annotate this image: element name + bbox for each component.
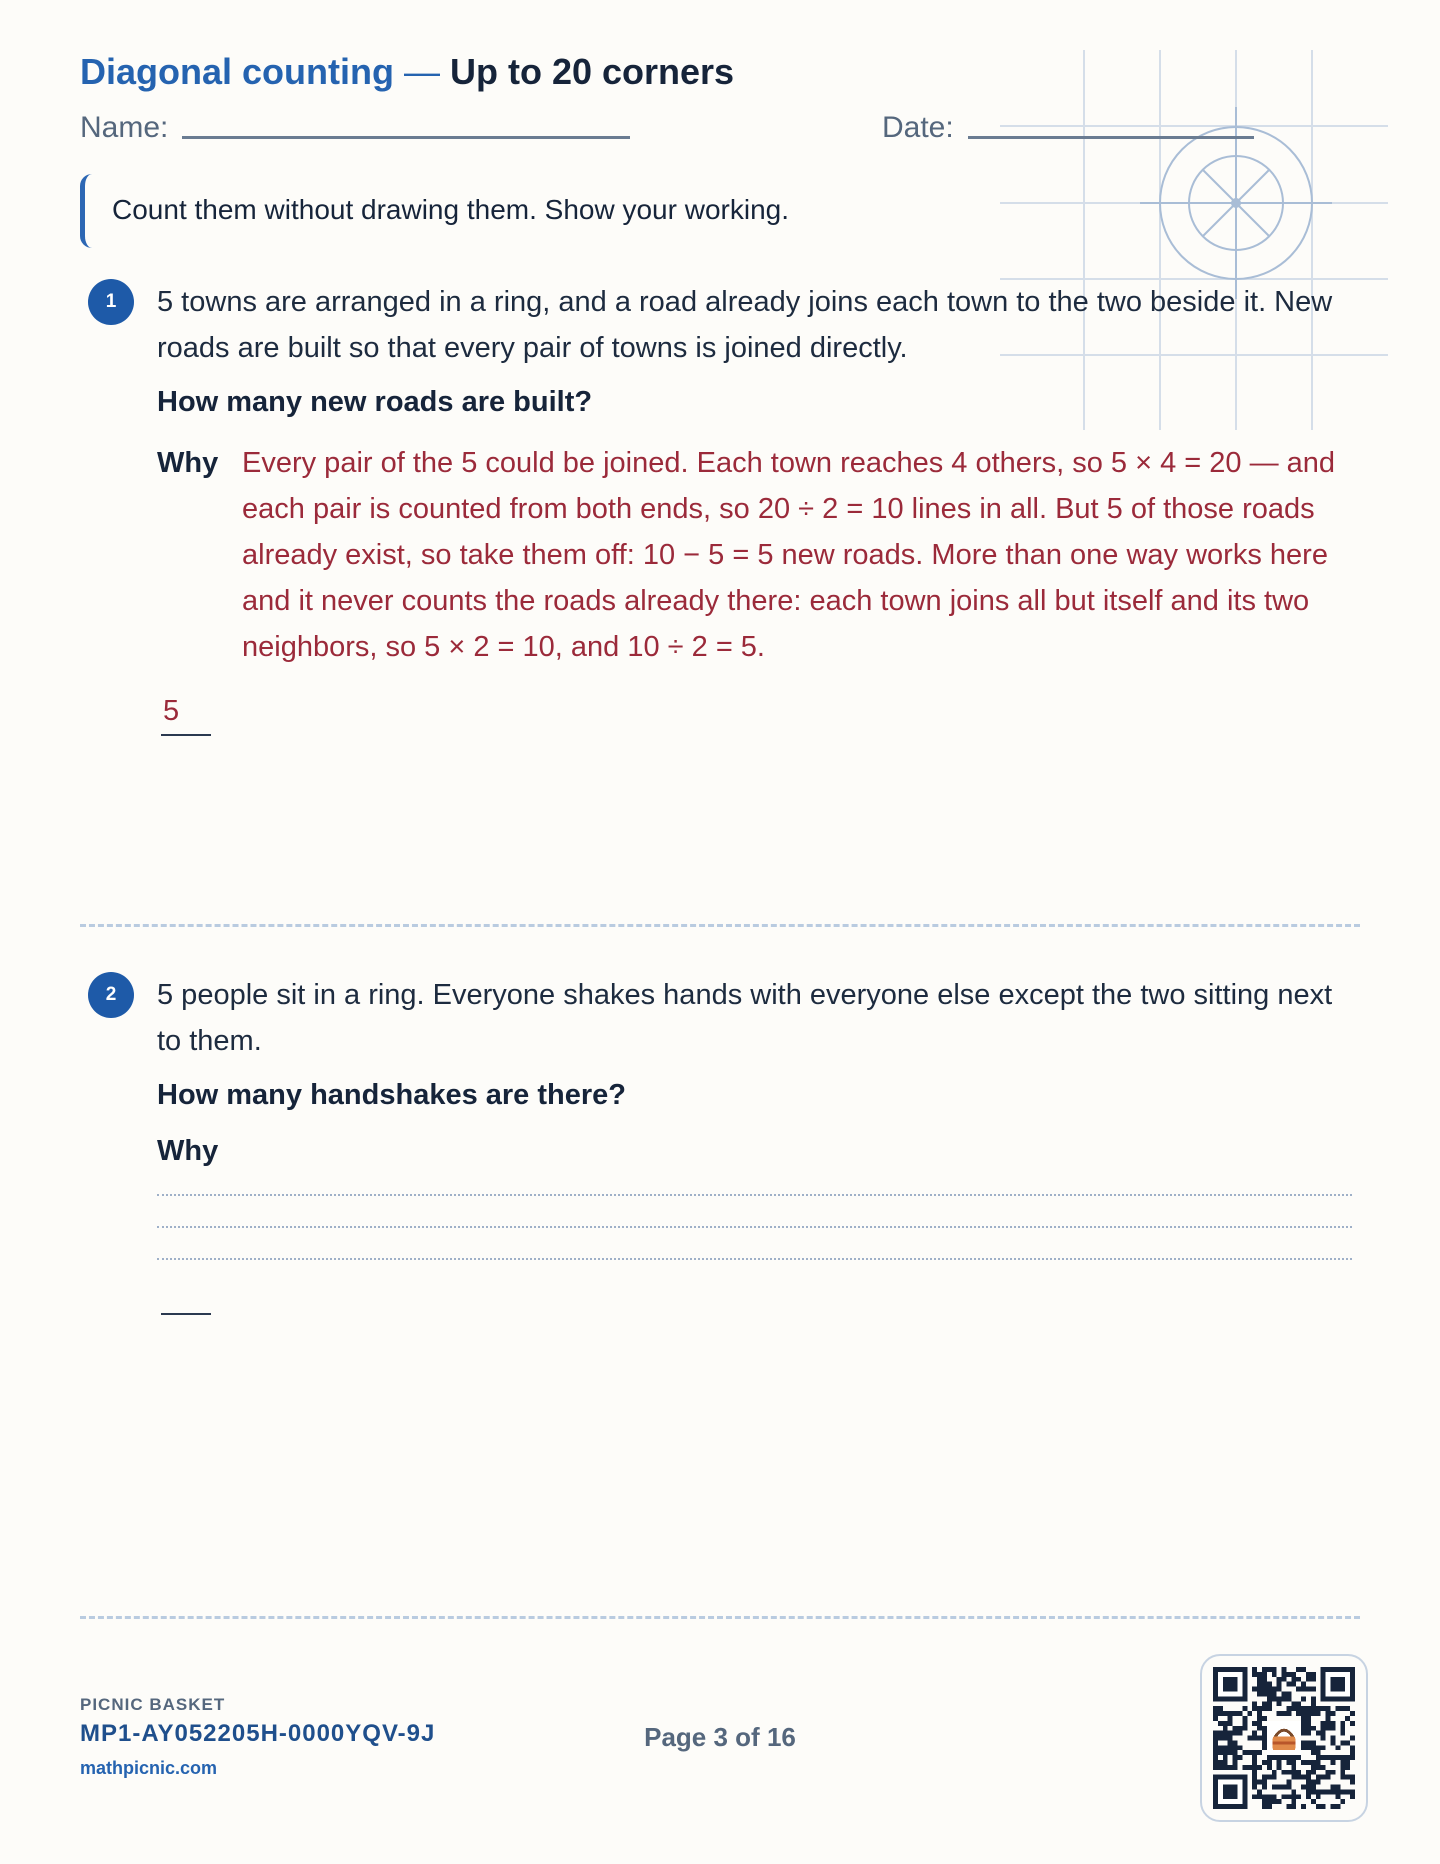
- instruction-text: Count them without drawing them. Show your working.: [112, 194, 789, 225]
- working-line[interactable]: [157, 1258, 1352, 1260]
- question-text: 5 towns are arranged in a ring, and a road already joins each town to the two beside it. New roads are built so that every pair of towns is joined directly.: [157, 286, 1333, 364]
- question-text: 5 people sit in a ring. Everyone shakes hands with everyone else except the two sitting next to them.: [157, 979, 1333, 1057]
- question-number-badge: 1: [88, 279, 134, 325]
- question-number-badge: 2: [88, 972, 134, 1018]
- why-explanation: Every pair of the 5 could be joined. Each town reaches 4 others, so 5 × 4 = 20 — and each pair is counted from both ends, so 20 ÷ 2 = 10 lines in all. But 5 of those roads already exist, so take them off: 10 − 5 = 5 new roads. More than one way works here and it never counts the roads already there: each town joins all but itself and its two neighbors, so 5 × 2 = 10, and 10 ÷ 2 = 5.: [242, 447, 1336, 663]
- brand-name: PICNIC BASKET: [80, 1695, 226, 1714]
- target-grid-decoration-icon: [1000, 50, 1400, 440]
- date-field[interactable]: [968, 136, 1254, 139]
- question-prompt: How many new roads are built?: [157, 386, 593, 418]
- title-separator: —: [393, 51, 450, 92]
- name-label: Name:: [80, 111, 169, 144]
- why-label: Why: [157, 447, 219, 479]
- title-topic: Diagonal counting: [80, 51, 394, 92]
- name-field[interactable]: [182, 136, 630, 139]
- working-line[interactable]: [157, 1226, 1352, 1228]
- why-label: Why: [157, 1135, 219, 1167]
- date-label: Date:: [882, 111, 954, 144]
- footer-divider: [80, 1616, 1360, 1619]
- answer-value: 5: [163, 695, 180, 727]
- page-title: [80, 48, 734, 96]
- worksheet-code: MP1-AY052205H-0000YQV-9J: [80, 1720, 436, 1747]
- qr-code-icon[interactable]: [1213, 1667, 1355, 1809]
- question-divider: [80, 924, 1360, 927]
- working-line[interactable]: [157, 1194, 1352, 1196]
- title-subtitle: Up to 20 corners: [450, 51, 735, 92]
- question-prompt: How many handshakes are there?: [157, 1079, 626, 1111]
- site-link[interactable]: mathpicnic.com: [80, 1758, 218, 1778]
- instruction-bar: [80, 174, 92, 248]
- answer-line[interactable]: [161, 734, 211, 736]
- answer-line[interactable]: [161, 1313, 211, 1315]
- page-number: Page 3 of 16: [644, 1722, 796, 1752]
